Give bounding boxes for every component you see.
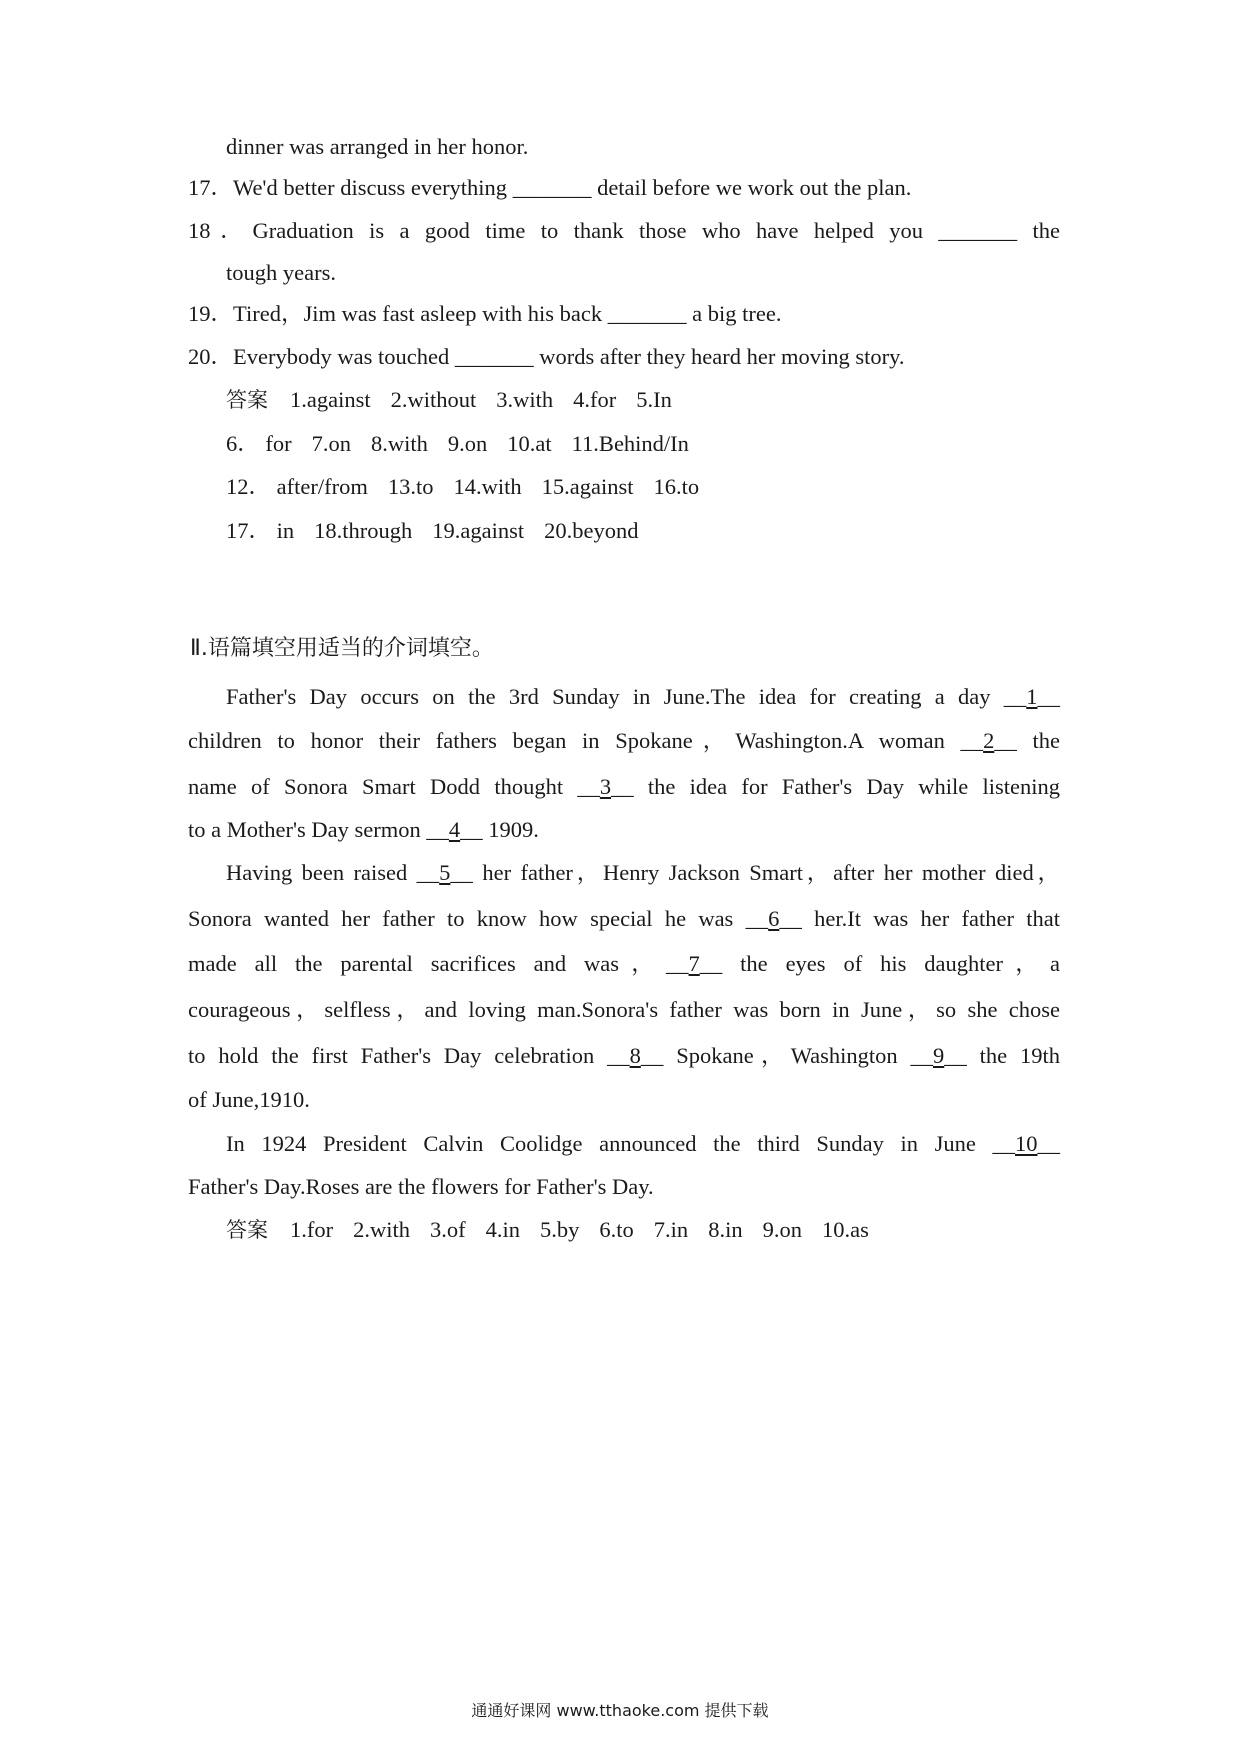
- answers-I-row-4: 17． in 18.through 19.against 20.beyond: [226, 518, 639, 543]
- item-16-continued: dinner was arranged in her honor.: [226, 134, 529, 159]
- passage-p1-line-4: to a Mother's Day sermon __4__ 1909.: [188, 817, 539, 842]
- item-18-line-1: 18．Graduation is a good time to thank those who have helped you _______ the: [188, 218, 1060, 243]
- blank-10: 10: [1015, 1131, 1038, 1156]
- answers-II: 答案 1.for 2.with 3.of 4.in 5.by 6.to 7.in 8.in 9.on 10.as: [226, 1217, 869, 1242]
- item-20: 20．Everybody was touched _______ words after they heard her moving story.: [188, 344, 905, 369]
- blank-4: 4: [448, 817, 461, 842]
- passage-p2-line-6: of June,1910.: [188, 1087, 310, 1112]
- passage-p2-line-1: Having been raised __5__ her father，Henry Jackson Smart，after her mother died，: [226, 860, 1061, 885]
- passage-p1-line-2: children to honor their fathers began in Spokane，Washington.A woman __2__ the: [188, 728, 1060, 753]
- page-footer: 通通好课网 www.tthaoke.com 提供下载: [471, 1701, 769, 1720]
- answers-I-row-3: 12． after/from 13.to 14.with 15.against 16.to: [226, 474, 700, 499]
- item-19: 19．Tired，Jim was fast asleep with his back _______ a big tree.: [188, 301, 782, 326]
- passage-p1-line-3: name of Sonora Smart Dodd thought __3__ the idea for Father's Day while listening: [188, 774, 1060, 799]
- passage-p2-line-5: to hold the first Father's Day celebration __8__ Spokane，Washington __9__ the 19th: [188, 1043, 1060, 1068]
- passage-p2-line-3: made all the parental sacrifices and was，__7__ the eyes of his daughter，a: [188, 951, 1060, 976]
- answers-I-row-1: 答案 1.against 2.without 3.with 4.for 5.In: [226, 387, 672, 412]
- blank-8: 8: [629, 1043, 641, 1068]
- blank-2: 2: [983, 728, 995, 753]
- blank-6: 6: [768, 906, 780, 931]
- answers-I-row-2: 6． for 7.on 8.with 9.on 10.at 11.Behind/In: [226, 431, 689, 456]
- item-18-line-2: tough years.: [226, 260, 336, 285]
- blank-9: 9: [933, 1043, 945, 1068]
- section-II-heading: Ⅱ.语篇填空用适当的介词填空。: [190, 636, 494, 661]
- passage-p1-line-1: Father's Day occurs on the 3rd Sunday in June.The idea for creating a day __1__: [226, 684, 1060, 709]
- item-17: 17．We'd better discuss everything _______ detail before we work out the plan.: [188, 175, 912, 200]
- blank-7: 7: [688, 951, 700, 976]
- blank-5: 5: [439, 860, 451, 885]
- blank-3: 3: [599, 774, 612, 799]
- passage-p3-line-1: In 1924 President Calvin Coolidge announced the third Sunday in June __10__: [226, 1131, 1060, 1156]
- answer-label: 答案: [226, 388, 268, 412]
- passage-p2-line-2: Sonora wanted her father to know how special he was __6__ her.It was her father that: [188, 906, 1060, 931]
- answer-label: 答案: [226, 1218, 268, 1242]
- blank-1: 1: [1026, 684, 1038, 709]
- passage-p3-line-2: Father's Day.Roses are the flowers for Father's Day.: [188, 1174, 654, 1199]
- passage-p2-line-4: courageous，selfless，and loving man.Sonora's father was born in June，so she chose: [188, 997, 1060, 1022]
